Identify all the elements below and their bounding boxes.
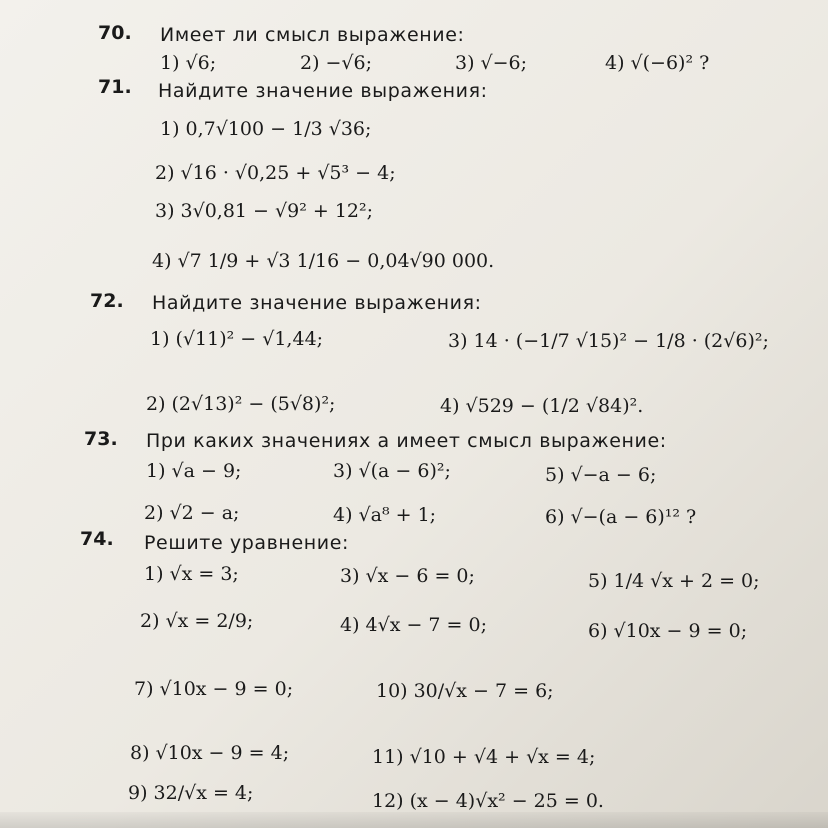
- problem-71-number: 71.: [98, 76, 132, 98]
- problem-72-item-2: 2) (2√13)² − (5√8)²;: [146, 393, 336, 415]
- problem-74-item-10: 10) 30/√x − 7 = 6;: [376, 680, 554, 702]
- problem-74-item-7: 7) √10x − 9 = 0;: [134, 678, 294, 700]
- problem-71-item-1: 1) 0,7√100 − 1/3 √36;: [160, 118, 372, 140]
- problem-71-item-3: 3) 3√0,81 − √9² + 12²;: [155, 200, 374, 222]
- problem-74-item-3: 3) √x − 6 = 0;: [340, 565, 475, 587]
- problem-74-item-2: 2) √x = 2/9;: [140, 610, 254, 632]
- problem-70-item-2: 2) −√6;: [300, 52, 373, 74]
- problem-71-heading: Найдите значение выражения:: [158, 80, 488, 102]
- problem-74-number: 74.: [80, 528, 114, 550]
- problem-73-item-1: 1) √a − 9;: [146, 460, 242, 482]
- problem-74-item-1: 1) √x = 3;: [144, 563, 239, 585]
- problem-72-heading: Найдите значение выражения:: [152, 292, 482, 314]
- problem-74-item-4: 4) 4√x − 7 = 0;: [340, 614, 488, 636]
- problem-73-item-6: 6) √−(a − 6)¹² ?: [545, 506, 697, 528]
- problem-70-item-3: 3) √−6;: [455, 52, 528, 74]
- problem-72-number: 72.: [90, 290, 124, 312]
- problem-73-heading: При каких значениях a имеет смысл выражение:: [146, 430, 667, 452]
- problem-74-item-5: 5) 1/4 √x + 2 = 0;: [588, 570, 760, 592]
- problem-71-item-2: 2) √16 · √0,25 + √5³ − 4;: [155, 162, 396, 184]
- problem-70-number: 70.: [98, 22, 132, 44]
- problem-72-item-3: 3) 14 · (−1/7 √15)² − 1/8 · (2√6)²;: [448, 330, 769, 352]
- problem-70-item-4: 4) √(−6)² ?: [605, 52, 710, 74]
- problem-72-item-4: 4) √529 − (1/2 √84)².: [440, 395, 644, 417]
- problem-70-item-1: 1) √6;: [160, 52, 217, 74]
- problem-74-item-8: 8) √10x − 9 = 4;: [130, 742, 290, 764]
- problem-74-item-11: 11) √10 + √4 + √x = 4;: [372, 746, 596, 768]
- problem-73-item-5: 5) √−a − 6;: [545, 464, 657, 486]
- problem-74-item-9: 9) 32/√x = 4;: [128, 782, 254, 804]
- problem-70-heading: Имеет ли смысл выражение:: [160, 24, 465, 46]
- page-bottom-shadow: [0, 812, 828, 828]
- problem-72-item-1: 1) (√11)² − √1,44;: [150, 328, 324, 350]
- problem-71-item-4: 4) √7 1/9 + √3 1/16 − 0,04√90 000.: [152, 250, 495, 272]
- problem-73-number: 73.: [84, 428, 118, 450]
- problem-73-item-4: 4) √a⁸ + 1;: [333, 504, 437, 526]
- problem-74-item-6: 6) √10x − 9 = 0;: [588, 620, 748, 642]
- problem-74-heading: Решите уравнение:: [144, 532, 349, 554]
- problem-74-item-12: 12) (x − 4)√x² − 25 = 0.: [372, 790, 604, 812]
- problem-73-item-3: 3) √(a − 6)²;: [333, 460, 451, 482]
- problem-73-item-2: 2) √2 − a;: [144, 502, 240, 524]
